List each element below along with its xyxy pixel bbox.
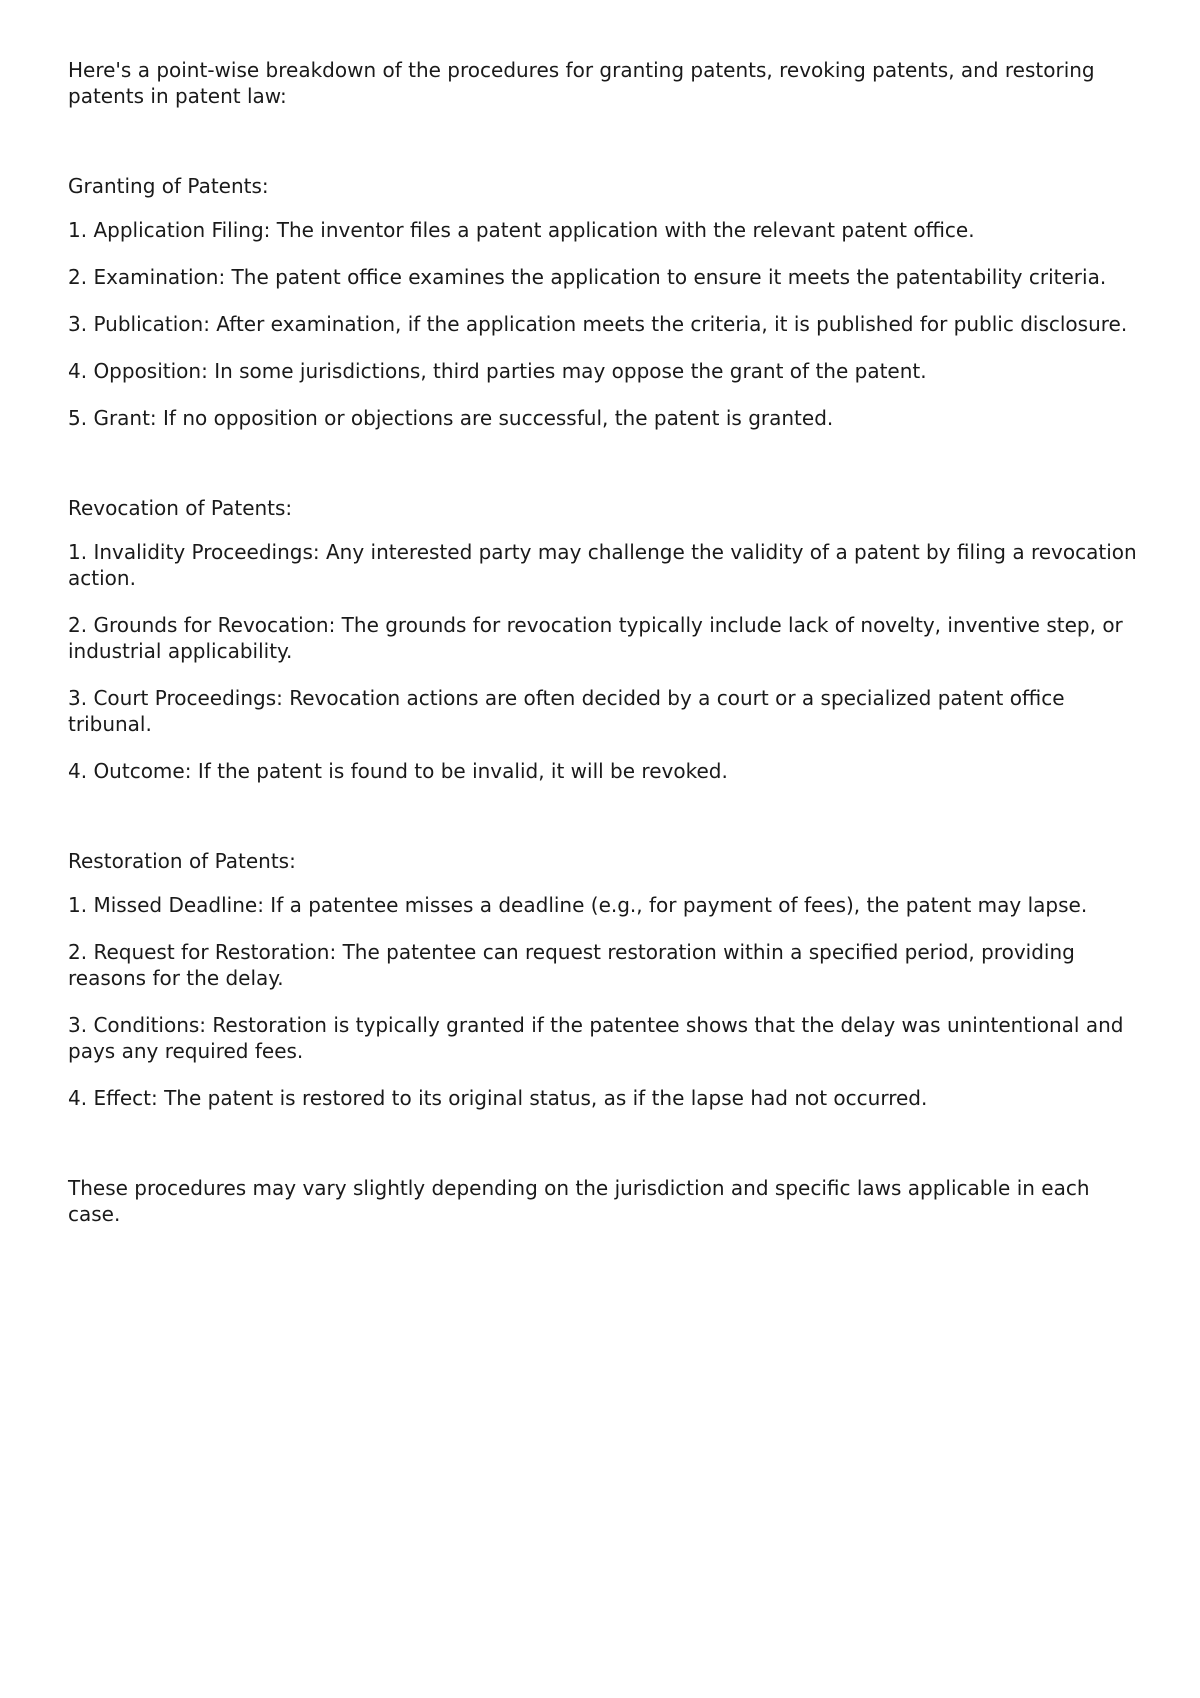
list-item: 1. Application Filing: The inventor files a patent application with the relevant patent office. [68,218,975,242]
list-item: 2. Grounds for Revocation: The grounds for revocation typically include lack of novelty, inventive step, or industrial applicability. [68,613,1123,663]
document-page [68,57,1138,1247]
list-item: 4. Outcome: If the patent is found to be invalid, it will be revoked. [68,759,728,783]
section-restoration [68,848,1138,1111]
list-item: 3. Conditions: Restoration is typically granted if the patentee shows that the delay was unintentional and pays any required fees. [68,1013,1124,1063]
list-item: 4. Opposition: In some jurisdictions, third parties may oppose the grant of the patent. [68,359,927,383]
section-heading-revocation: Revocation of Patents: [68,496,293,520]
list-item: 5. Grant: If no opposition or objections are successful, the patent is granted. [68,406,834,430]
list-item: 2. Examination: The patent office examines the application to ensure it meets the patentability criteria. [68,265,1107,289]
section-heading-restoration: Restoration of Patents: [68,849,296,873]
section-revocation [68,495,1138,784]
closing-paragraph: These procedures may vary slightly depending on the jurisdiction and specific laws applicable in each case. [68,1176,1090,1226]
list-item: 4. Effect: The patent is restored to its original status, as if the lapse had not occurred. [68,1086,928,1110]
list-item: 3. Publication: After examination, if the application meets the criteria, it is published for public disclosure. [68,312,1128,336]
section-heading-granting: Granting of Patents: [68,174,269,198]
section-granting [68,173,1138,431]
list-item: 2. Request for Restoration: The patentee can request restoration within a specified period, providing reasons for the delay. [68,940,1075,990]
intro-paragraph: Here's a point-wise breakdown of the procedures for granting patents, revoking patents, and restoring patents in patent law: [68,58,1095,108]
list-item: 1. Invalidity Proceedings: Any interested party may challenge the validity of a patent by filing a revocation action. [68,540,1137,590]
list-item: 3. Court Proceedings: Revocation actions are often decided by a court or a specialized patent office tribunal. [68,686,1065,736]
list-item: 1. Missed Deadline: If a patentee misses a deadline (e.g., for payment of fees), the patent may lapse. [68,893,1088,917]
